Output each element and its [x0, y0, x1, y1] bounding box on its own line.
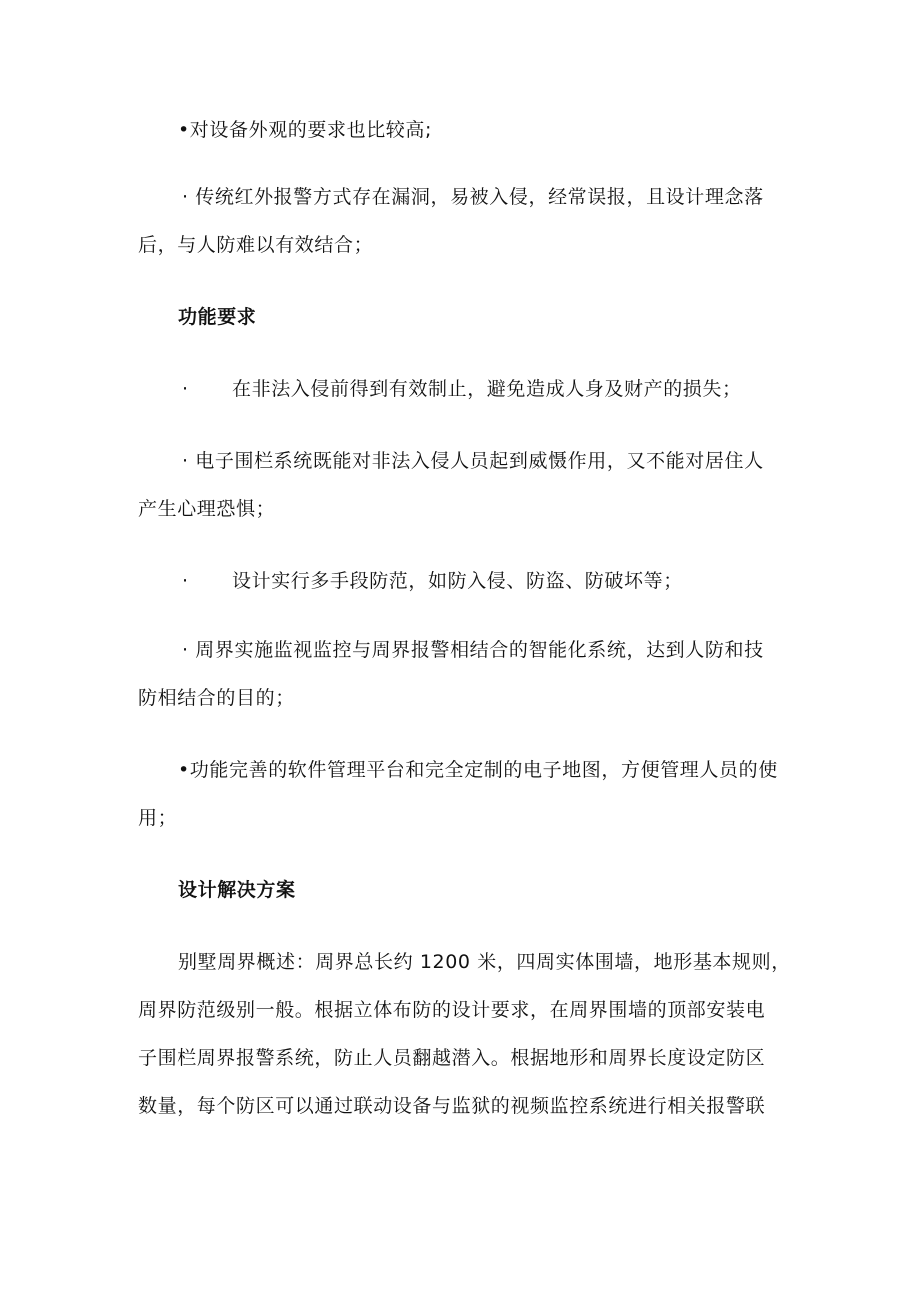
bullet-software-platform-line-1: •功能完善的软件管理平台和完全定制的电子地图，方便管理人员的使 [178, 759, 778, 781]
bullet-dot: · [182, 378, 189, 400]
bullet-software-platform-line-2: 用； [138, 807, 178, 829]
bullet-perimeter-monitoring-line-2: 防相结合的目的； [138, 687, 295, 709]
paragraph-overview-line-1: 别墅周界概述：周界总长约 1200 米，四周实体围墙，地形基本规则， [178, 951, 791, 973]
paragraph-overview-line-2: 周界防范级别一般。根据立体布防的设计要求，在周界围墙的顶部安装电 [138, 999, 766, 1021]
paragraph-overview-line-4: 数量，每个防区可以通过联动设备与监狱的视频监控系统进行相关报警联 [138, 1095, 766, 1117]
paragraph-overview-line-3: 子围栏周界报警系统，防止人员翻越潜入。根据地形和周界长度设定防区 [138, 1047, 766, 1069]
bullet-infrared-weakness-line-2: 后，与人防难以有效结合； [138, 234, 374, 256]
section-heading-design-solution: 设计解决方案 [178, 879, 296, 901]
bullet-dot: · [182, 570, 189, 592]
bullet-text: 在非法入侵前得到有效制止，避免造成人身及财产的损失； [232, 378, 742, 400]
bullet-fence-deterrence-line-1: · 电子围栏系统既能对非法入侵人员起到威慑作用，又不能对居住人 [182, 450, 764, 472]
bullet-fence-deterrence-line-2: 产生心理恐惧； [138, 498, 276, 520]
bullet-perimeter-monitoring-line-1: · 周界实施监视监控与周界报警相结合的智能化系统，达到人防和技 [182, 639, 764, 661]
bullet-multi-method-defense [182, 569, 832, 593]
section-heading-functional-requirements: 功能要求 [178, 306, 257, 328]
bullet-prevent-intrusion [182, 377, 832, 401]
bullet-text: 设计实行多手段防范，如防入侵、防盗、防破坏等； [232, 570, 683, 592]
bullet-appearance-requirement: •对设备外观的要求也比较高; [178, 119, 433, 141]
bullet-infrared-weakness-line-1: · 传统红外报警方式存在漏洞，易被入侵，经常误报，且设计理念落 [182, 186, 764, 208]
